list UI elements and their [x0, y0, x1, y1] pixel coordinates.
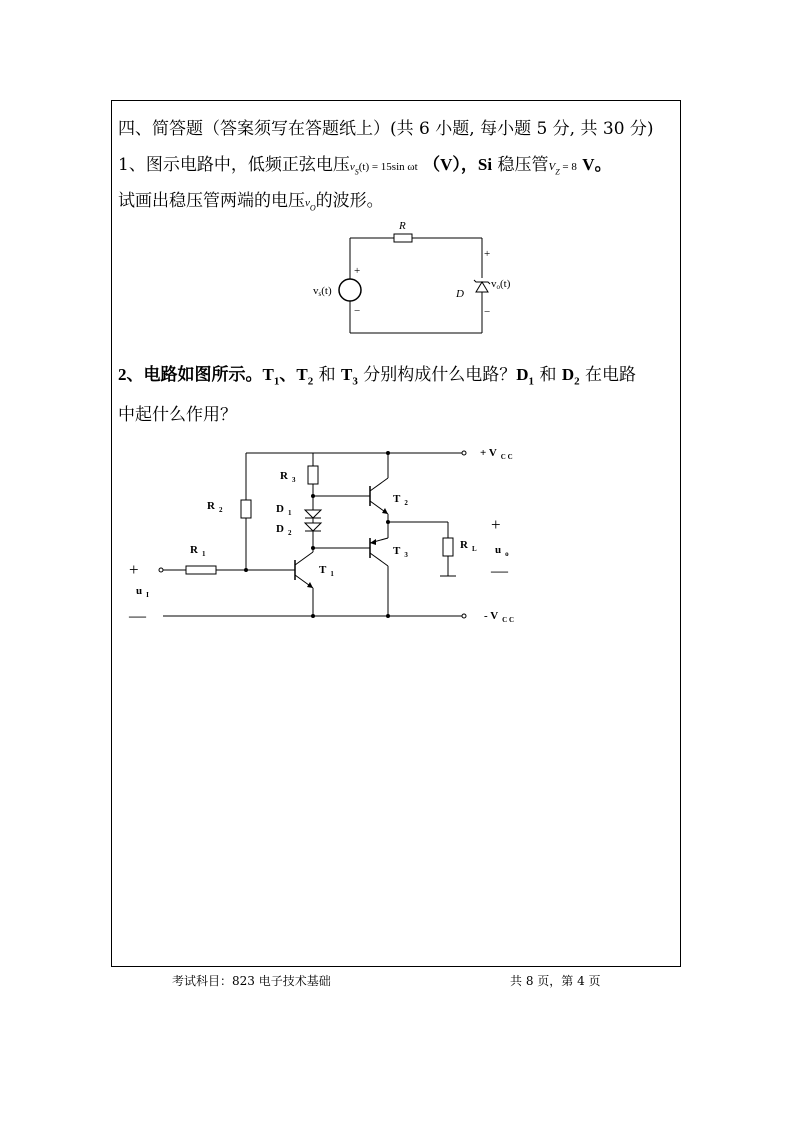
q2-t3: T: [341, 365, 353, 384]
label-vee: - V $_{C C}$: [484, 610, 515, 624]
q2-ask2: 在电路: [585, 365, 637, 385]
si-label: Si: [477, 155, 493, 174]
q1-tail: V。: [582, 155, 612, 174]
q2-d1: D: [516, 365, 529, 384]
question-2-line-2: 中起什么作用？: [118, 405, 237, 425]
q2-t1: T: [262, 365, 274, 384]
q1-line2-b: 的波形。: [315, 191, 384, 211]
q1-lead: 1、图示电路中，低频正弦电压: [118, 155, 350, 175]
answer-frame: [111, 100, 681, 967]
output-minus: −: [484, 306, 491, 318]
label-vcc: + V $_{C C}$: [480, 447, 513, 461]
q2-t1-sub: 1: [273, 375, 280, 388]
q2-number: 2、电路如图所示。: [118, 365, 263, 384]
label-vo: vo(t): [491, 278, 511, 291]
q2-and2: 和: [539, 365, 562, 385]
footer-pages: 共 8 页，第 4 页: [510, 974, 601, 988]
q2-and1: 和: [318, 365, 341, 385]
input-minus: —: [129, 606, 146, 625]
question-1-line-2: [118, 186, 384, 212]
label-t1: T $_1$: [319, 564, 334, 578]
vs-symbol: v: [349, 161, 355, 173]
label-uo: u $_o$: [495, 544, 509, 558]
input-plus: +: [129, 560, 139, 579]
label-t2: T $_2$: [393, 493, 408, 507]
label-r: R: [399, 220, 406, 232]
vo-sub: O: [309, 203, 316, 213]
label-rl: R $_L$: [460, 539, 477, 553]
q2-d2-sub: 2: [574, 375, 580, 388]
label-r1: R $_1$: [190, 544, 206, 558]
question-1-line-1: [118, 150, 612, 176]
label-r3: R $_3$: [280, 470, 296, 484]
q2-t3-sub: 3: [352, 375, 358, 388]
q1-line2-a: 试画出稳压管两端的电压: [118, 191, 305, 211]
label-t3: T $_3$: [393, 545, 408, 559]
vz-symbol: V: [548, 161, 556, 173]
vo-symbol: v: [305, 197, 310, 209]
q2-d2: D: [561, 365, 575, 384]
q2-t2: T: [296, 365, 308, 384]
q2-ask1: 分别构成什么电路？: [363, 365, 517, 385]
vz-value: = 8: [559, 161, 577, 173]
label-d: D: [456, 288, 464, 300]
source-minus: −: [354, 305, 361, 317]
vs-expression: (t) = 15sin ωt: [358, 161, 418, 173]
footer-subject: 考试科目：823 电子技术基础: [172, 974, 331, 988]
output-plus-2: +: [491, 515, 501, 534]
vz-sub: Z: [555, 167, 560, 177]
source-plus: +: [354, 265, 361, 277]
label-d1: D $_1$: [276, 503, 292, 517]
q2-d1-sub: 1: [528, 375, 535, 388]
q1-middle: 稳压管: [497, 155, 549, 175]
question-2-line-1: [118, 360, 636, 387]
label-r2: R $_2$: [207, 500, 223, 514]
label-d2: D $_2$: [276, 523, 292, 537]
label-ui: u $_I$: [136, 585, 149, 599]
output-minus-2: —: [491, 561, 508, 580]
q2-sep: 、: [279, 365, 297, 384]
unit-v: （V），: [423, 155, 478, 174]
section-header: 四、简答题（答案须写在答题纸上）(共 6 小题, 每小题 5 分, 共 30 分): [118, 119, 654, 139]
output-plus: +: [484, 248, 491, 260]
q2-t2-sub: 2: [307, 375, 314, 388]
vs-sub: S: [354, 167, 359, 177]
label-vs: vs(t): [313, 285, 332, 298]
